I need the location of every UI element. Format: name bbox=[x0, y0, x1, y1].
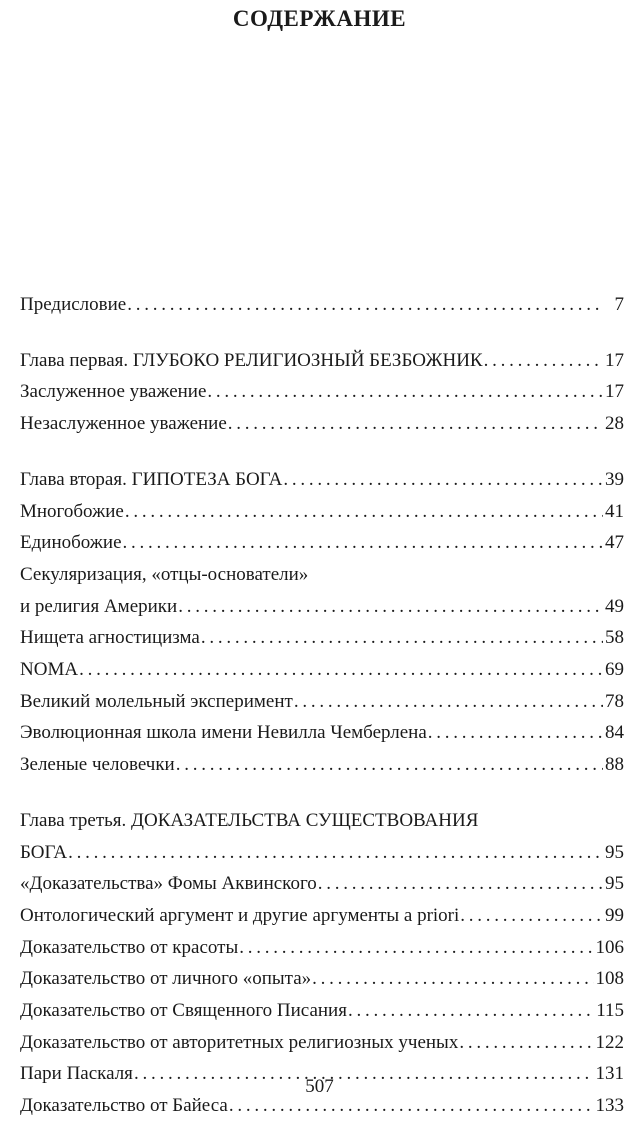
toc-entry-title: Нищета агностицизма bbox=[20, 627, 200, 649]
dot-leader bbox=[312, 963, 593, 995]
dot-leader bbox=[294, 686, 603, 718]
toc-entry-title: Незаслуженное уважение bbox=[20, 413, 227, 435]
toc-chapter-heading[interactable] bbox=[20, 464, 624, 496]
toc-chapter-heading[interactable] bbox=[20, 345, 624, 377]
toc-entry-title: Доказательство от авторитетных религиозных ученых bbox=[20, 1031, 459, 1053]
dot-leader bbox=[68, 837, 603, 869]
toc-entry[interactable] bbox=[20, 527, 624, 559]
toc-entry[interactable] bbox=[20, 408, 624, 440]
toc-entry-page: 78 bbox=[605, 690, 624, 712]
toc-entry-page: 84 bbox=[605, 722, 624, 744]
toc-entry-title: Предисловие bbox=[20, 294, 127, 315]
toc-entry[interactable] bbox=[20, 963, 624, 995]
dot-leader bbox=[318, 868, 603, 900]
toc-group-preface bbox=[20, 289, 624, 321]
toc-group-chapter-1 bbox=[20, 345, 624, 440]
toc-entry-title: Пари Паскаля bbox=[20, 1063, 133, 1085]
dot-leader bbox=[428, 717, 603, 749]
dot-leader bbox=[228, 408, 603, 440]
dot-leader bbox=[123, 527, 603, 559]
toc-entry-page: 7 bbox=[614, 294, 624, 315]
toc-entry-page: 106 bbox=[595, 936, 624, 958]
toc-entry-page: 41 bbox=[605, 500, 624, 522]
dot-leader bbox=[127, 289, 604, 321]
dot-leader bbox=[125, 496, 603, 528]
toc-entry-page: 69 bbox=[605, 659, 624, 681]
toc-entry-title: Доказательство от Байеса bbox=[20, 1095, 228, 1117]
toc-entry[interactable] bbox=[20, 749, 624, 781]
toc-entry-page: 88 bbox=[605, 754, 624, 776]
dot-leader bbox=[207, 376, 603, 408]
dot-leader bbox=[348, 995, 594, 1027]
toc-entry[interactable] bbox=[20, 717, 624, 749]
page-title: СОДЕРЖАНИЕ bbox=[232, 6, 407, 31]
toc-entry-title: Великий молельный эксперимент bbox=[20, 690, 293, 712]
toc-entry[interactable] bbox=[20, 932, 624, 964]
dot-leader bbox=[460, 900, 603, 932]
toc-entry-page: 28 bbox=[605, 413, 624, 435]
toc-entry-title: NOMA bbox=[20, 659, 79, 681]
dot-leader bbox=[459, 1027, 593, 1059]
toc-entry-title: Заслуженное уважение bbox=[20, 381, 207, 403]
toc-entry-title: Доказательство от Священного Писания bbox=[20, 1000, 347, 1022]
toc-entry-page: 99 bbox=[605, 904, 624, 926]
toc-entry-title: Онтологический аргумент и другие аргументы a priori bbox=[20, 904, 460, 926]
dot-leader bbox=[201, 622, 603, 654]
dot-leader bbox=[79, 654, 603, 686]
toc-group-chapter-3 bbox=[20, 805, 624, 1122]
toc-entry-page: 95 bbox=[605, 841, 624, 863]
toc-entry[interactable] bbox=[20, 559, 624, 622]
toc-entry-title-line-2: и религия Америки bbox=[20, 595, 178, 617]
dot-leader bbox=[283, 464, 603, 496]
toc-entry[interactable] bbox=[20, 654, 624, 686]
toc-entry-title: Эволюционная школа имени Невилла Чемберлена bbox=[20, 722, 427, 744]
toc-entry-title: Единобожие bbox=[20, 532, 122, 554]
dot-leader bbox=[484, 345, 603, 377]
toc-entry-page: 131 bbox=[595, 1063, 624, 1085]
toc-entry-page: 122 bbox=[595, 1031, 624, 1053]
toc-group-chapter-2 bbox=[20, 464, 624, 781]
page-number: 507 bbox=[305, 1076, 334, 1097]
toc-entry-page: 58 bbox=[605, 627, 624, 649]
toc-entry-title-line-1: Глава третья. ДОКАЗАТЕЛЬСТВА СУЩЕСТВОВАНИЯ bbox=[20, 809, 479, 831]
dot-leader bbox=[239, 932, 593, 964]
toc-entry-title: Зеленые человечки bbox=[20, 754, 175, 776]
toc-entry-title-line-2: БОГА bbox=[20, 841, 68, 863]
toc-entry[interactable] bbox=[20, 496, 624, 528]
toc-entry-page: 39 bbox=[605, 468, 624, 490]
toc-entry-title: Доказательство от личного «опыта» bbox=[20, 968, 312, 990]
toc-entry-page: 95 bbox=[605, 873, 624, 895]
toc-entry-title: Многобожие bbox=[20, 500, 124, 522]
toc-entry-title: «Доказательства» Фомы Аквинского bbox=[20, 873, 317, 895]
toc-entry-page: 108 bbox=[595, 968, 624, 990]
toc-entry[interactable] bbox=[20, 995, 624, 1027]
toc-entry-page: 133 bbox=[595, 1095, 624, 1117]
toc-entry[interactable] bbox=[20, 868, 624, 900]
toc-entry[interactable] bbox=[20, 622, 624, 654]
toc-entry-page: 115 bbox=[596, 1000, 624, 1022]
toc-entry-title: Глава вторая. ГИПОТЕЗА БОГА bbox=[20, 468, 283, 490]
toc-entry-title: Доказательство от красоты bbox=[20, 936, 239, 958]
toc-entry[interactable] bbox=[20, 1027, 624, 1059]
dot-leader bbox=[178, 591, 603, 623]
toc-entry[interactable] bbox=[20, 900, 624, 932]
toc-entry-page: 17 bbox=[605, 381, 624, 403]
toc-entry-page: 49 bbox=[605, 595, 624, 617]
dot-leader bbox=[176, 749, 603, 781]
toc-entry-page: 47 bbox=[605, 532, 624, 554]
toc-entry-title-line-1: Секуляризация, «отцы-основатели» bbox=[20, 563, 309, 585]
toc-entry[interactable] bbox=[20, 686, 624, 718]
toc-entry[interactable] bbox=[20, 376, 624, 408]
toc-chapter-heading[interactable] bbox=[20, 805, 624, 868]
table-of-contents bbox=[20, 289, 624, 1122]
toc-entry-page: 17 bbox=[605, 349, 624, 371]
toc-entry-title: Глава первая. ГЛУБОКО РЕЛИГИОЗНЫЙ БЕЗБОЖНИК bbox=[20, 349, 483, 371]
toc-entry[interactable] bbox=[20, 289, 624, 321]
